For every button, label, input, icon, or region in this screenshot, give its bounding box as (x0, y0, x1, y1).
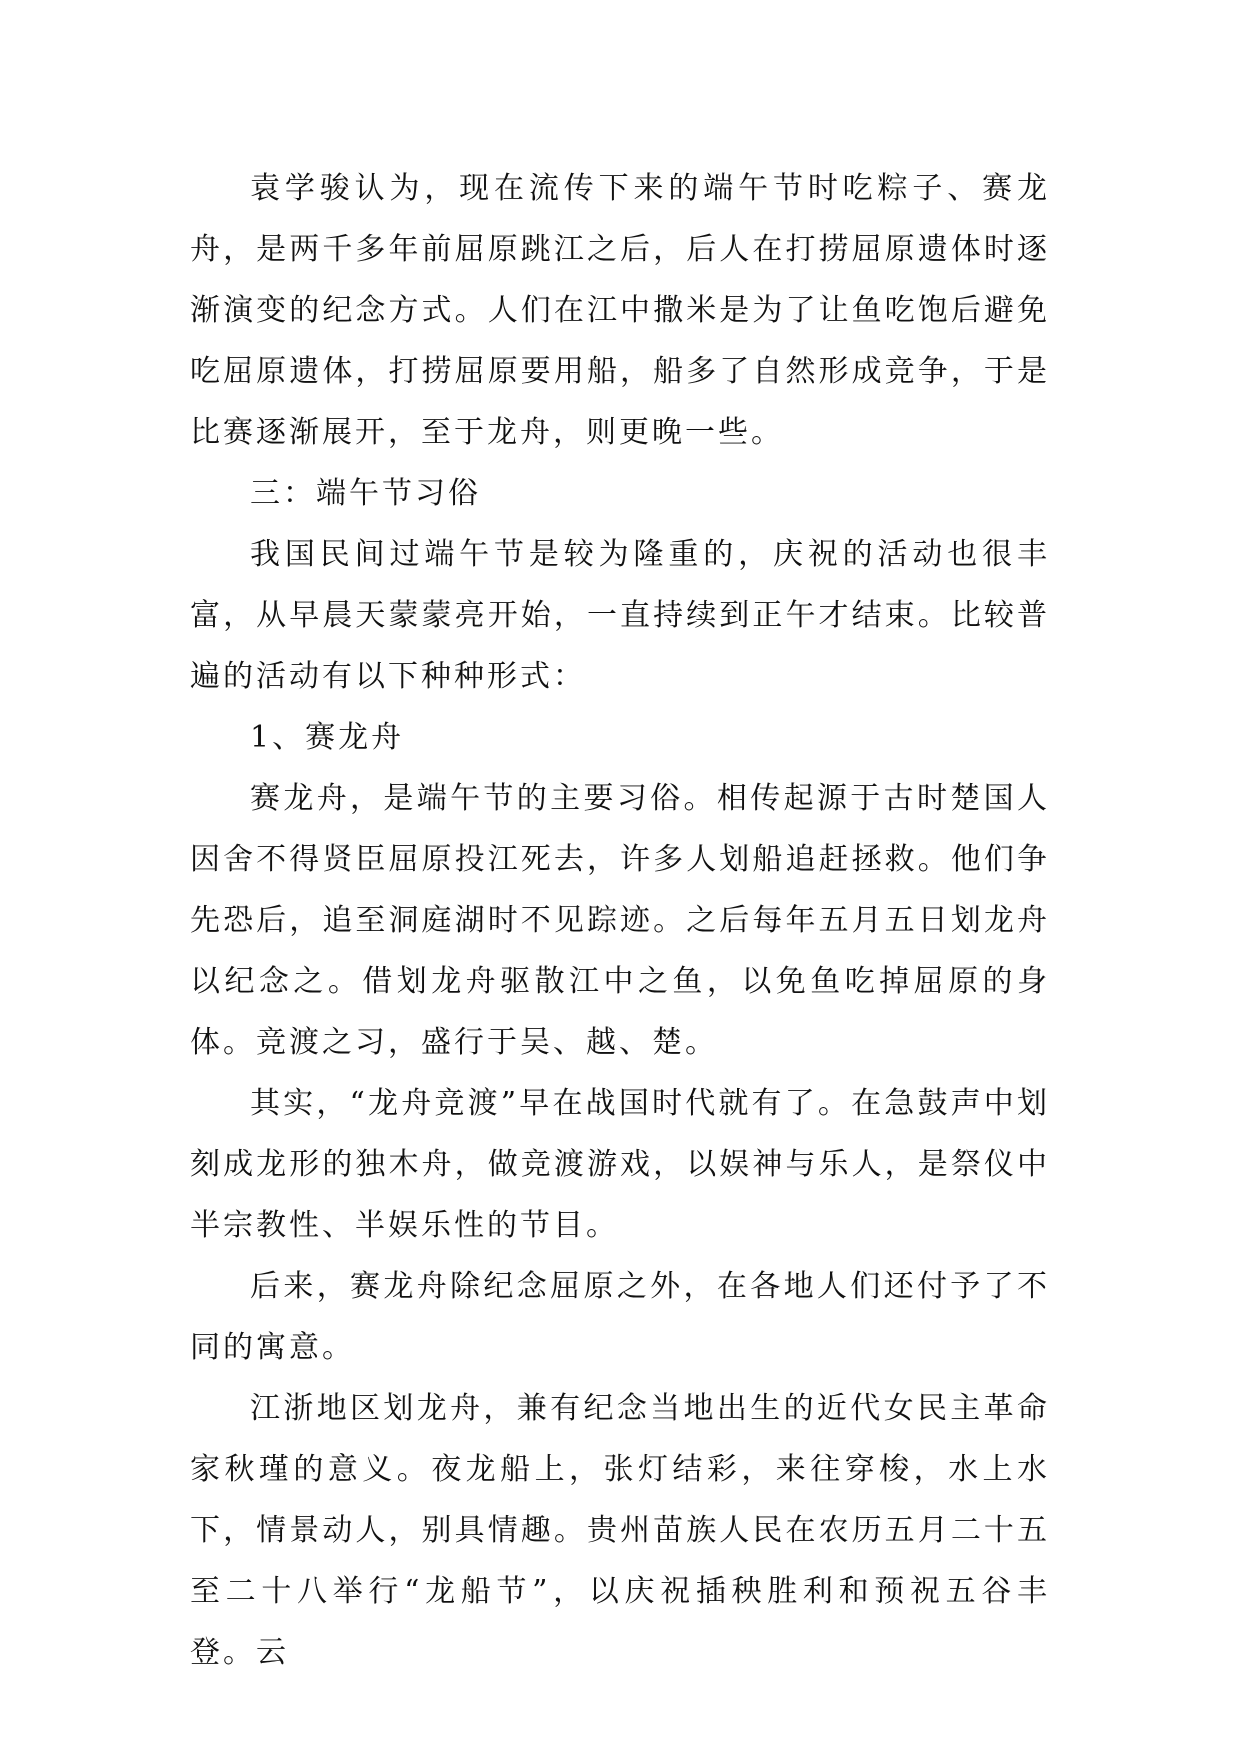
subheading-dragon-boat: 1、赛龙舟 (250, 720, 405, 755)
paragraph-dragon-boat-origin: 赛龙舟，是端午节的主要习俗。相传起源于古时楚国人因舍不得贤臣屈原投江死去，许多人划船追赶拯救。他们争先恐后，追至洞庭湖时不见踪迹。之后每年五月五日划龙舟以纪念之。借划龙舟驱散江中之鱼，以免鱼吃掉屈原的身体。竞渡之习，盛行于吴、越、楚。 (190, 781, 1050, 1060)
paragraph-customs-overview: 我国民间过端午节是较为隆重的，庆祝的活动也很丰富，从早晨天蒙蒙亮开始，一直持续到正午才结束。比较普遍的活动有以下种种形式： (190, 537, 1050, 694)
section-heading-customs: 三：端午节习俗 (250, 476, 481, 511)
document-body (190, 158, 1050, 1683)
paragraph-intro: 袁学骏认为，现在流传下来的端午节时吃粽子、赛龙舟，是两千多年前屈原跳江之后，后人在打捞屈原遗体时逐渐演变的纪念方式。人们在江中撒米是为了让鱼吃饱后避免吃屈原遗体，打捞屈原要用船，船多了自然形成竞争，于是比赛逐渐展开，至于龙舟，则更晚一些。 (190, 171, 1050, 450)
paragraph-regional-customs: 江浙地区划龙舟，兼有纪念当地出生的近代女民主革命家秋瑾的意义。夜龙船上，张灯结彩，来往穿梭，水上水下，情景动人，别具情趣。贵州苗族人民在农历五月二十五至二十八举行“龙船节”，以庆祝插秧胜利和预祝五谷丰登。云 (190, 1391, 1050, 1670)
paragraph-dragon-boat-history: 其实，“龙舟竞渡”早在战国时代就有了。在急鼓声中划刻成龙形的独木舟，做竞渡游戏，以娱神与乐人，是祭仪中半宗教性、半娱乐性的节目。 (190, 1086, 1050, 1243)
paragraph-dragon-boat-meanings: 后来，赛龙舟除纪念屈原之外，在各地人们还付予了不同的寓意。 (190, 1269, 1050, 1365)
